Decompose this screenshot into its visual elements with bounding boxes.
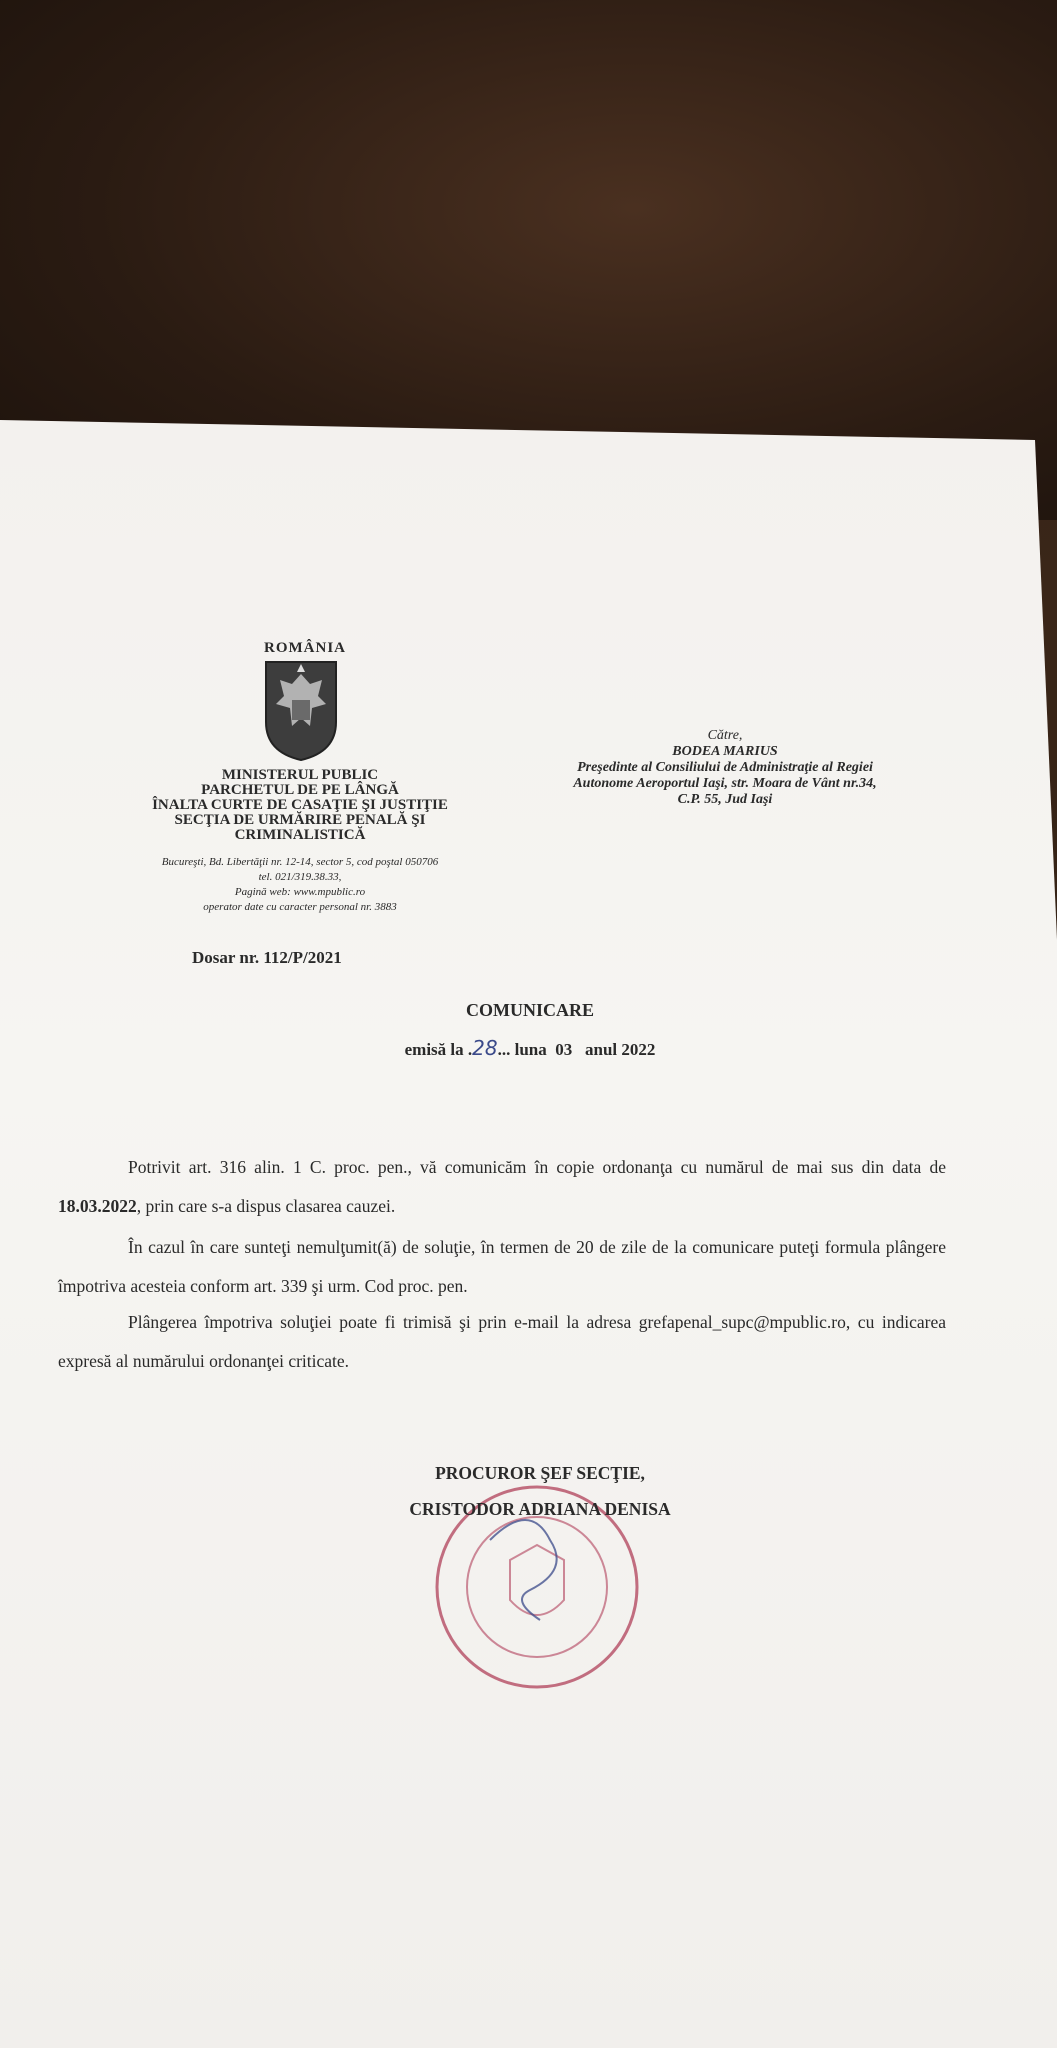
paragraph-2: În cazul în care sunteţi nemulţumit(ă) de soluţie, în termen de 20 de zile de la comunicare puteţi formula plângere împotriva acesteia conform art. 339 şi urm. Cod proc. pen. <box>58 1237 946 1296</box>
signatory-role: PROCUROR ŞEF SECŢIE, <box>435 1463 645 1483</box>
recipient-to: Către, <box>707 728 743 743</box>
institution-line: SECŢIA DE URMĂRIRE PENALĂ ŞI <box>174 812 426 828</box>
issue-date-day: 28 <box>472 1036 498 1060</box>
recipient-line: Preşedinte al Consiliului de Administraţie al Regiei <box>577 760 873 775</box>
institution-line: CRIMINALISTICĂ <box>234 827 366 843</box>
address-line: Pagină web: www.mpublic.ro <box>234 886 366 898</box>
country-heading: ROMÂNIA <box>264 640 346 656</box>
paragraph-3: Plângerea împotriva soluţiei poate fi trimisă şi prin e-mail la adresa grefapenal_supc@mpublic.ro, cu indicarea expresă al numărului ordonanţei criticate. <box>58 1312 946 1371</box>
address-line: Bucureşti, Bd. Libertăţii nr. 12-14, sector 5, cod poştal 050706 <box>161 856 439 868</box>
institution-header <box>95 768 505 843</box>
issue-date <box>300 1036 760 1060</box>
institution-line: ÎNALTA CURTE DE CASAŢIE ŞI JUSTIŢIE <box>152 797 448 813</box>
signatory-name: CRISTODOR ADRIANA DENISA <box>409 1499 671 1519</box>
paragraph-1-text-b: , prin care s-a dispus clasarea cauzei. <box>136 1196 396 1216</box>
paragraph-1 <box>58 1148 946 1226</box>
ordinance-date: 18.03.2022 <box>58 1196 137 1216</box>
recipient-block <box>520 728 930 808</box>
coat-of-arms-icon <box>262 660 340 762</box>
paragraph-1-text-a: Potrivit art. 316 alin. 1 C. proc. pen., vă comunicăm în copie ordonanţa cu numărul de mai sus din data de <box>128 1157 946 1177</box>
institution-line: MINISTERUL PUBLIC <box>221 767 379 783</box>
issue-date-suffix: ... luna 03 anul 2022 <box>497 1040 656 1059</box>
case-number: Dosar nr. 112/P/2021 <box>192 948 342 967</box>
recipient-name: BODEA MARIUS <box>672 744 778 759</box>
recipient-line: Autonome Aeroportul Iaşi, str. Moara de Vânt nr.34, <box>573 776 877 791</box>
recipient-line: C.P. 55, Jud Iaşi <box>677 792 773 807</box>
institution-line: PARCHETUL DE PE LÂNGĂ <box>201 782 399 798</box>
issue-date-prefix: emisă la . <box>404 1040 473 1059</box>
address-line: tel. 021/319.38.33, <box>258 871 342 883</box>
document-title: COMUNICARE <box>466 1000 594 1020</box>
signature-block <box>280 1455 800 1527</box>
address-line: operator date cu caracter personal nr. 3883 <box>203 901 397 913</box>
institution-address <box>115 855 485 915</box>
